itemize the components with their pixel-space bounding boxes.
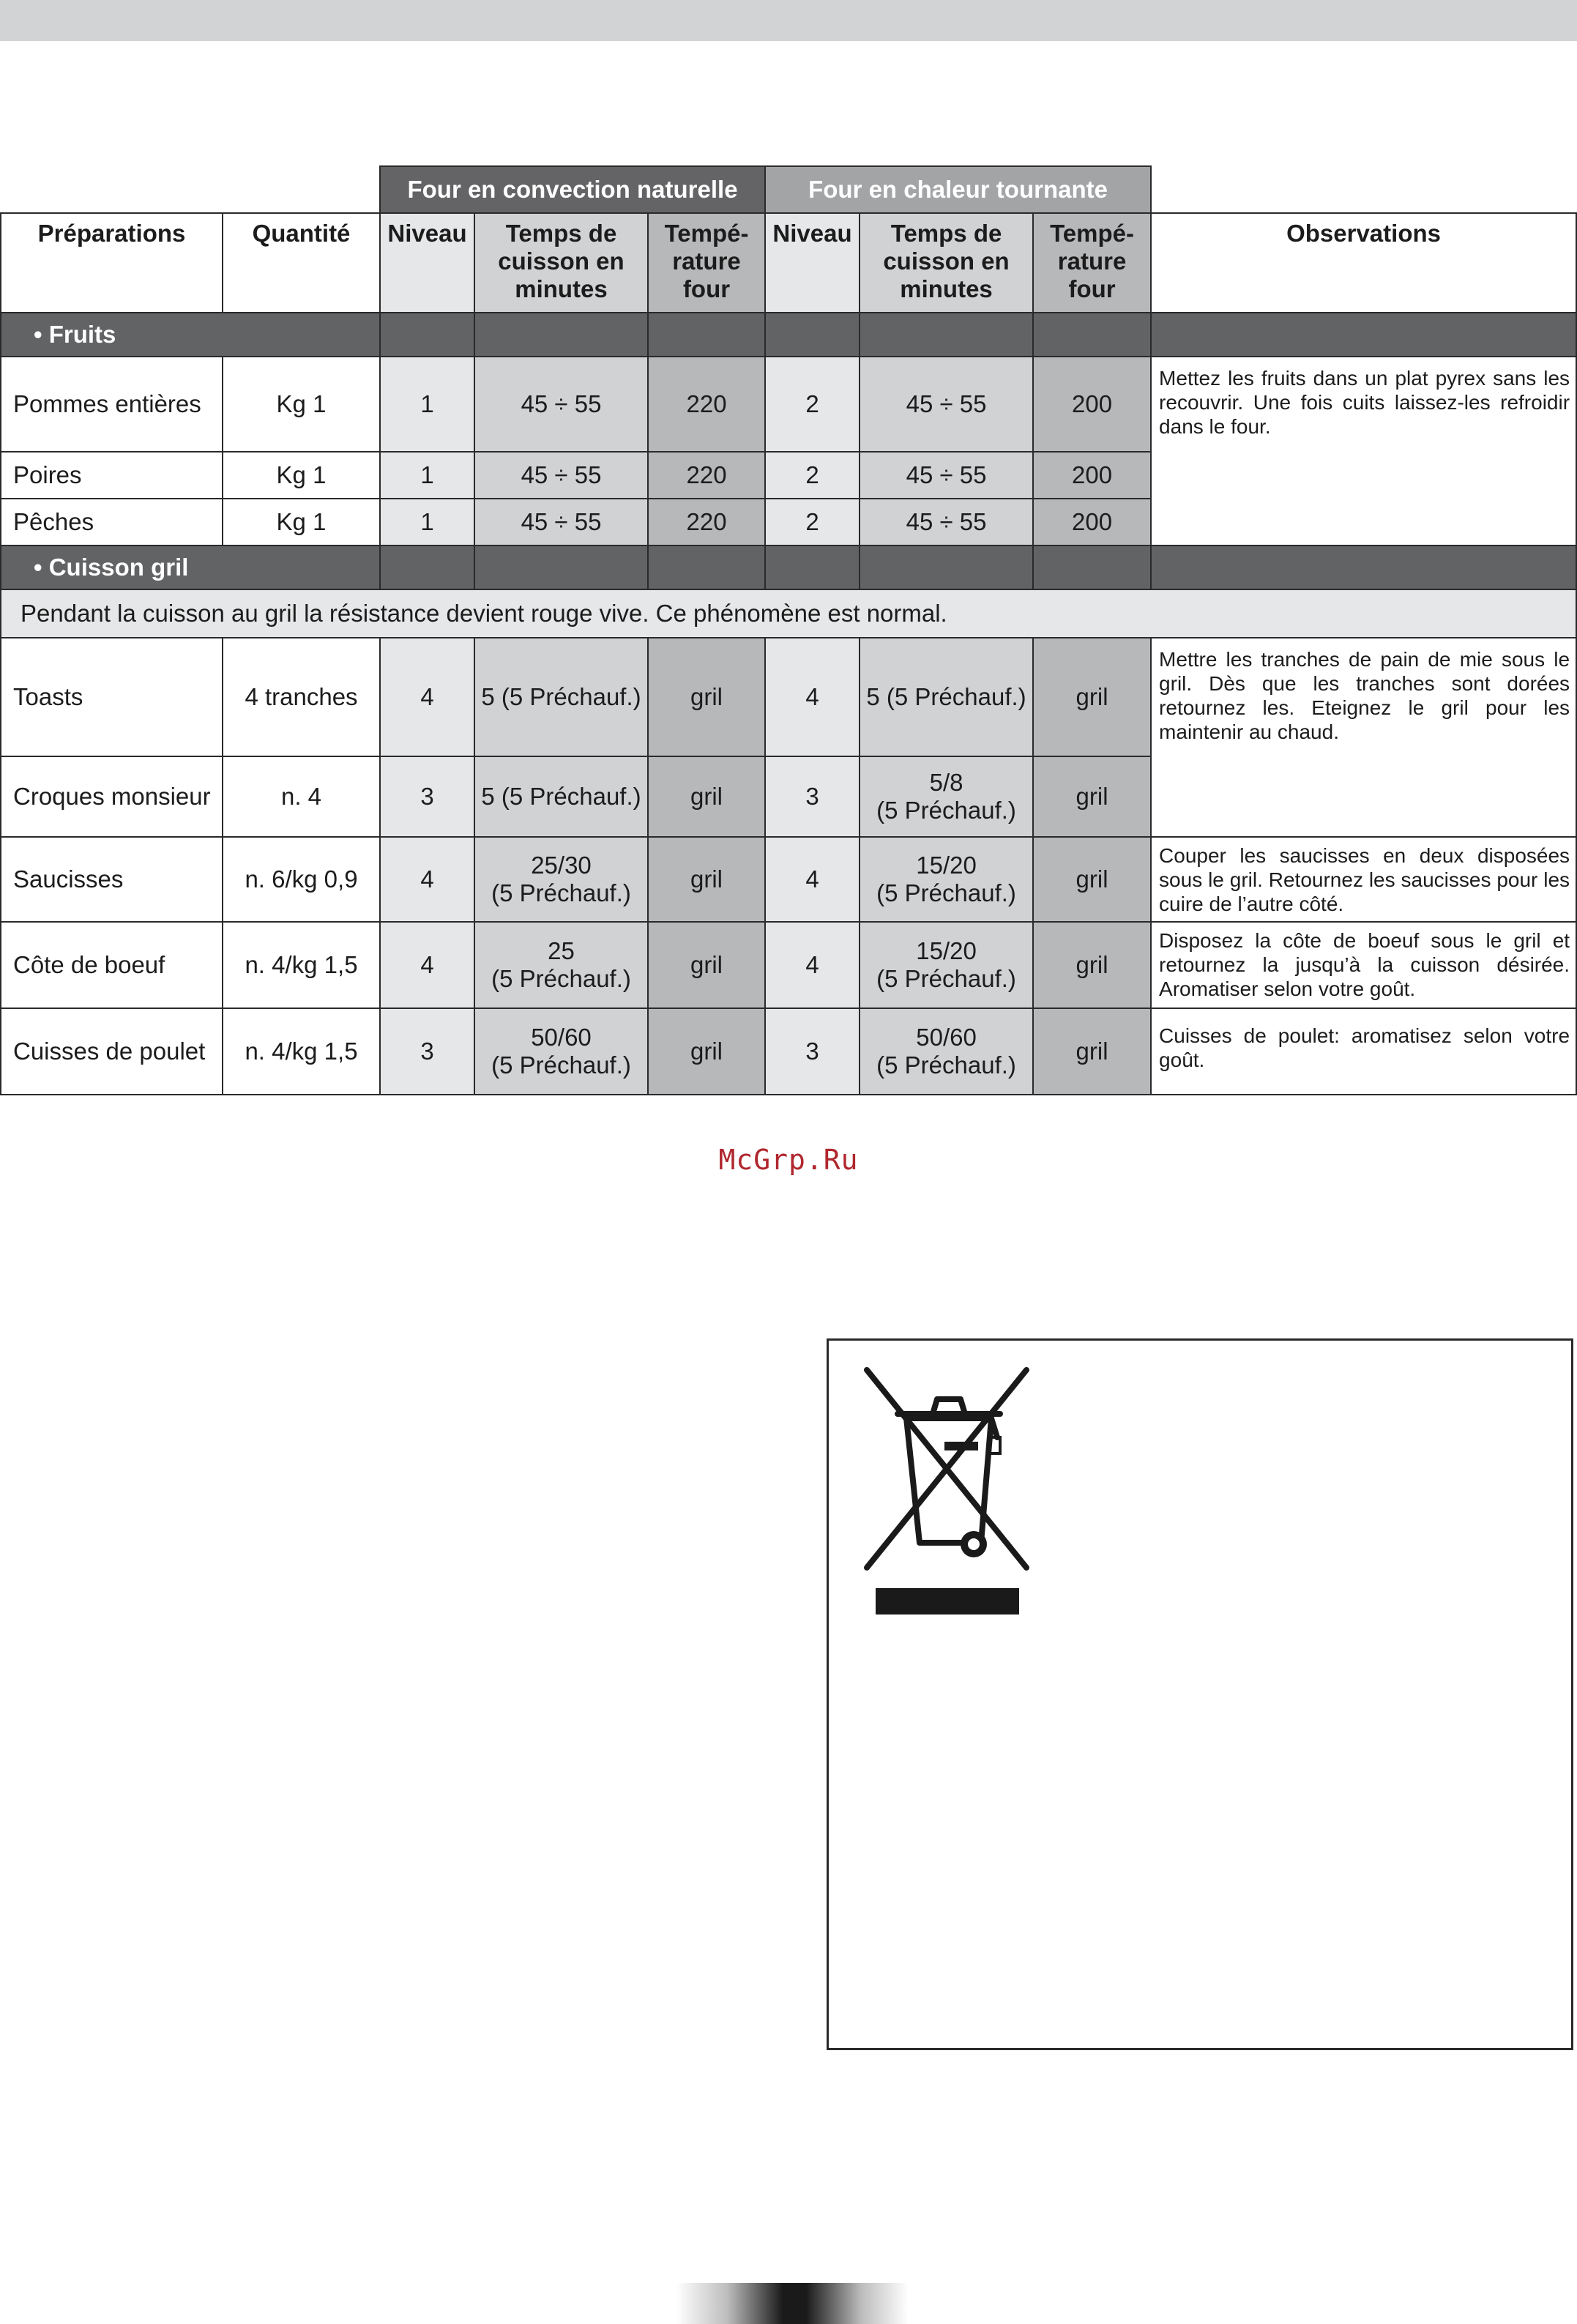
table-row: Côte de boeuf n. 4/kg 1,5 4 25 (5 Préchauf.) gril 4 15/20 (5 Préchauf.) gril Disposez la côte de boeuf sous le gril et retournez la jusqu’à la cuisson désirée. Aromatiser selon votre goût.	[1, 922, 1576, 1008]
col-observations: Observations	[1151, 213, 1576, 313]
gril-note: Pendant la cuisson au gril la résistance devient rouge vive. Ce phénomène est normal.	[1, 589, 1576, 638]
col-niveau-2: Niveau	[765, 213, 860, 313]
crossed-out-wheelie-bin-icon	[861, 1355, 1037, 1614]
table-row: Poires Kg 1 1 45 ÷ 55 220 2 45 ÷ 55 200	[1, 452, 1576, 499]
col-quantite: Quantité	[223, 213, 380, 313]
col-niveau-1: Niveau	[380, 213, 474, 313]
section-label-fruits: • Fruits	[1, 313, 380, 357]
section-row-fruits	[1, 313, 1576, 357]
observation-saucisses: Couper les saucisses en deux disposées sous le gril. Retournez les saucisses pour les cuire de l’autre côté.	[1151, 837, 1576, 922]
group-header-tournante: Four en chaleur tournante	[765, 166, 1151, 213]
observation-toasts: Mettre les tranches de pain de mie sous le gril. Dès que les tranches sont dorées retournez les. Eteignez le gril pour les maintenir au chaud.	[1151, 638, 1576, 837]
page-tab	[676, 2283, 908, 2324]
table-row: Saucisses n. 6/kg 0,9 4 25/30 (5 Préchauf.) gril 4 15/20 (5 Préchauf.) gril Couper les saucisses en deux disposées sous le gril. Retournez les saucisses pour les cuire de l’autre côté.	[1, 837, 1576, 922]
section-label-gril: • Cuisson gril	[1, 545, 380, 589]
col-temps-2: Temps de cuisson en minutes	[860, 213, 1033, 313]
col-temps-1: Temps de cuisson en minutes	[474, 213, 648, 313]
col-temperature-1: Tempé- rature four	[648, 213, 765, 313]
watermark: McGrp.Ru	[718, 1144, 859, 1176]
table-row: Cuisses de poulet n. 4/kg 1,5 3 50/60 (5 Préchauf.) gril 3 50/60 (5 Préchauf.) gril Cuisses de poulet: aromatisez selon votre goût.	[1, 1008, 1576, 1095]
cooking-table	[0, 165, 1577, 1095]
column-header-row	[1, 213, 1576, 313]
table-row: Pommes entières Kg 1 1 45 ÷ 55 220 2 45 ÷ 55 200 Mettez les fruits dans un plat pyrex sans les recouvrir. Une fois cuits laissez-les refroidir dans le four.	[1, 357, 1576, 452]
table-row: Pêches Kg 1 1 45 ÷ 55 220 2 45 ÷ 55 200	[1, 499, 1576, 545]
group-header-naturelle: Four en convection naturelle	[380, 166, 765, 213]
table-row: Toasts 4 tranches 4 5 (5 Préchauf.) gril 4 5 (5 Préchauf.) gril Mettre les tranches de pain de mie sous le gril. Dès que les tranches sont dorées retournez les. Eteignez le gril pour les maintenir au chaud.	[1, 638, 1576, 756]
table-row: Croques monsieur n. 4 3 5 (5 Préchauf.) gril 3 5/8 (5 Préchauf.) gril	[1, 756, 1576, 837]
weee-notice-box	[827, 1338, 1573, 2050]
group-header-row	[1, 166, 1576, 213]
col-temperature-2: Tempé- rature four	[1033, 213, 1151, 313]
section-row-gril	[1, 545, 1576, 589]
observation-boeuf: Disposez la côte de boeuf sous le gril et retournez la jusqu’à la cuisson désirée. Aromatiser selon votre goût.	[1151, 922, 1576, 1008]
top-band	[0, 0, 1577, 41]
note-row	[1, 589, 1576, 638]
col-preparations: Préparations	[1, 213, 223, 313]
observation-fruits: Mettez les fruits dans un plat pyrex sans les recouvrir. Une fois cuits laissez-les refroidir dans le four.	[1151, 357, 1576, 545]
observation-poulet: Cuisses de poulet: aromatisez selon votre goût.	[1151, 1008, 1576, 1095]
